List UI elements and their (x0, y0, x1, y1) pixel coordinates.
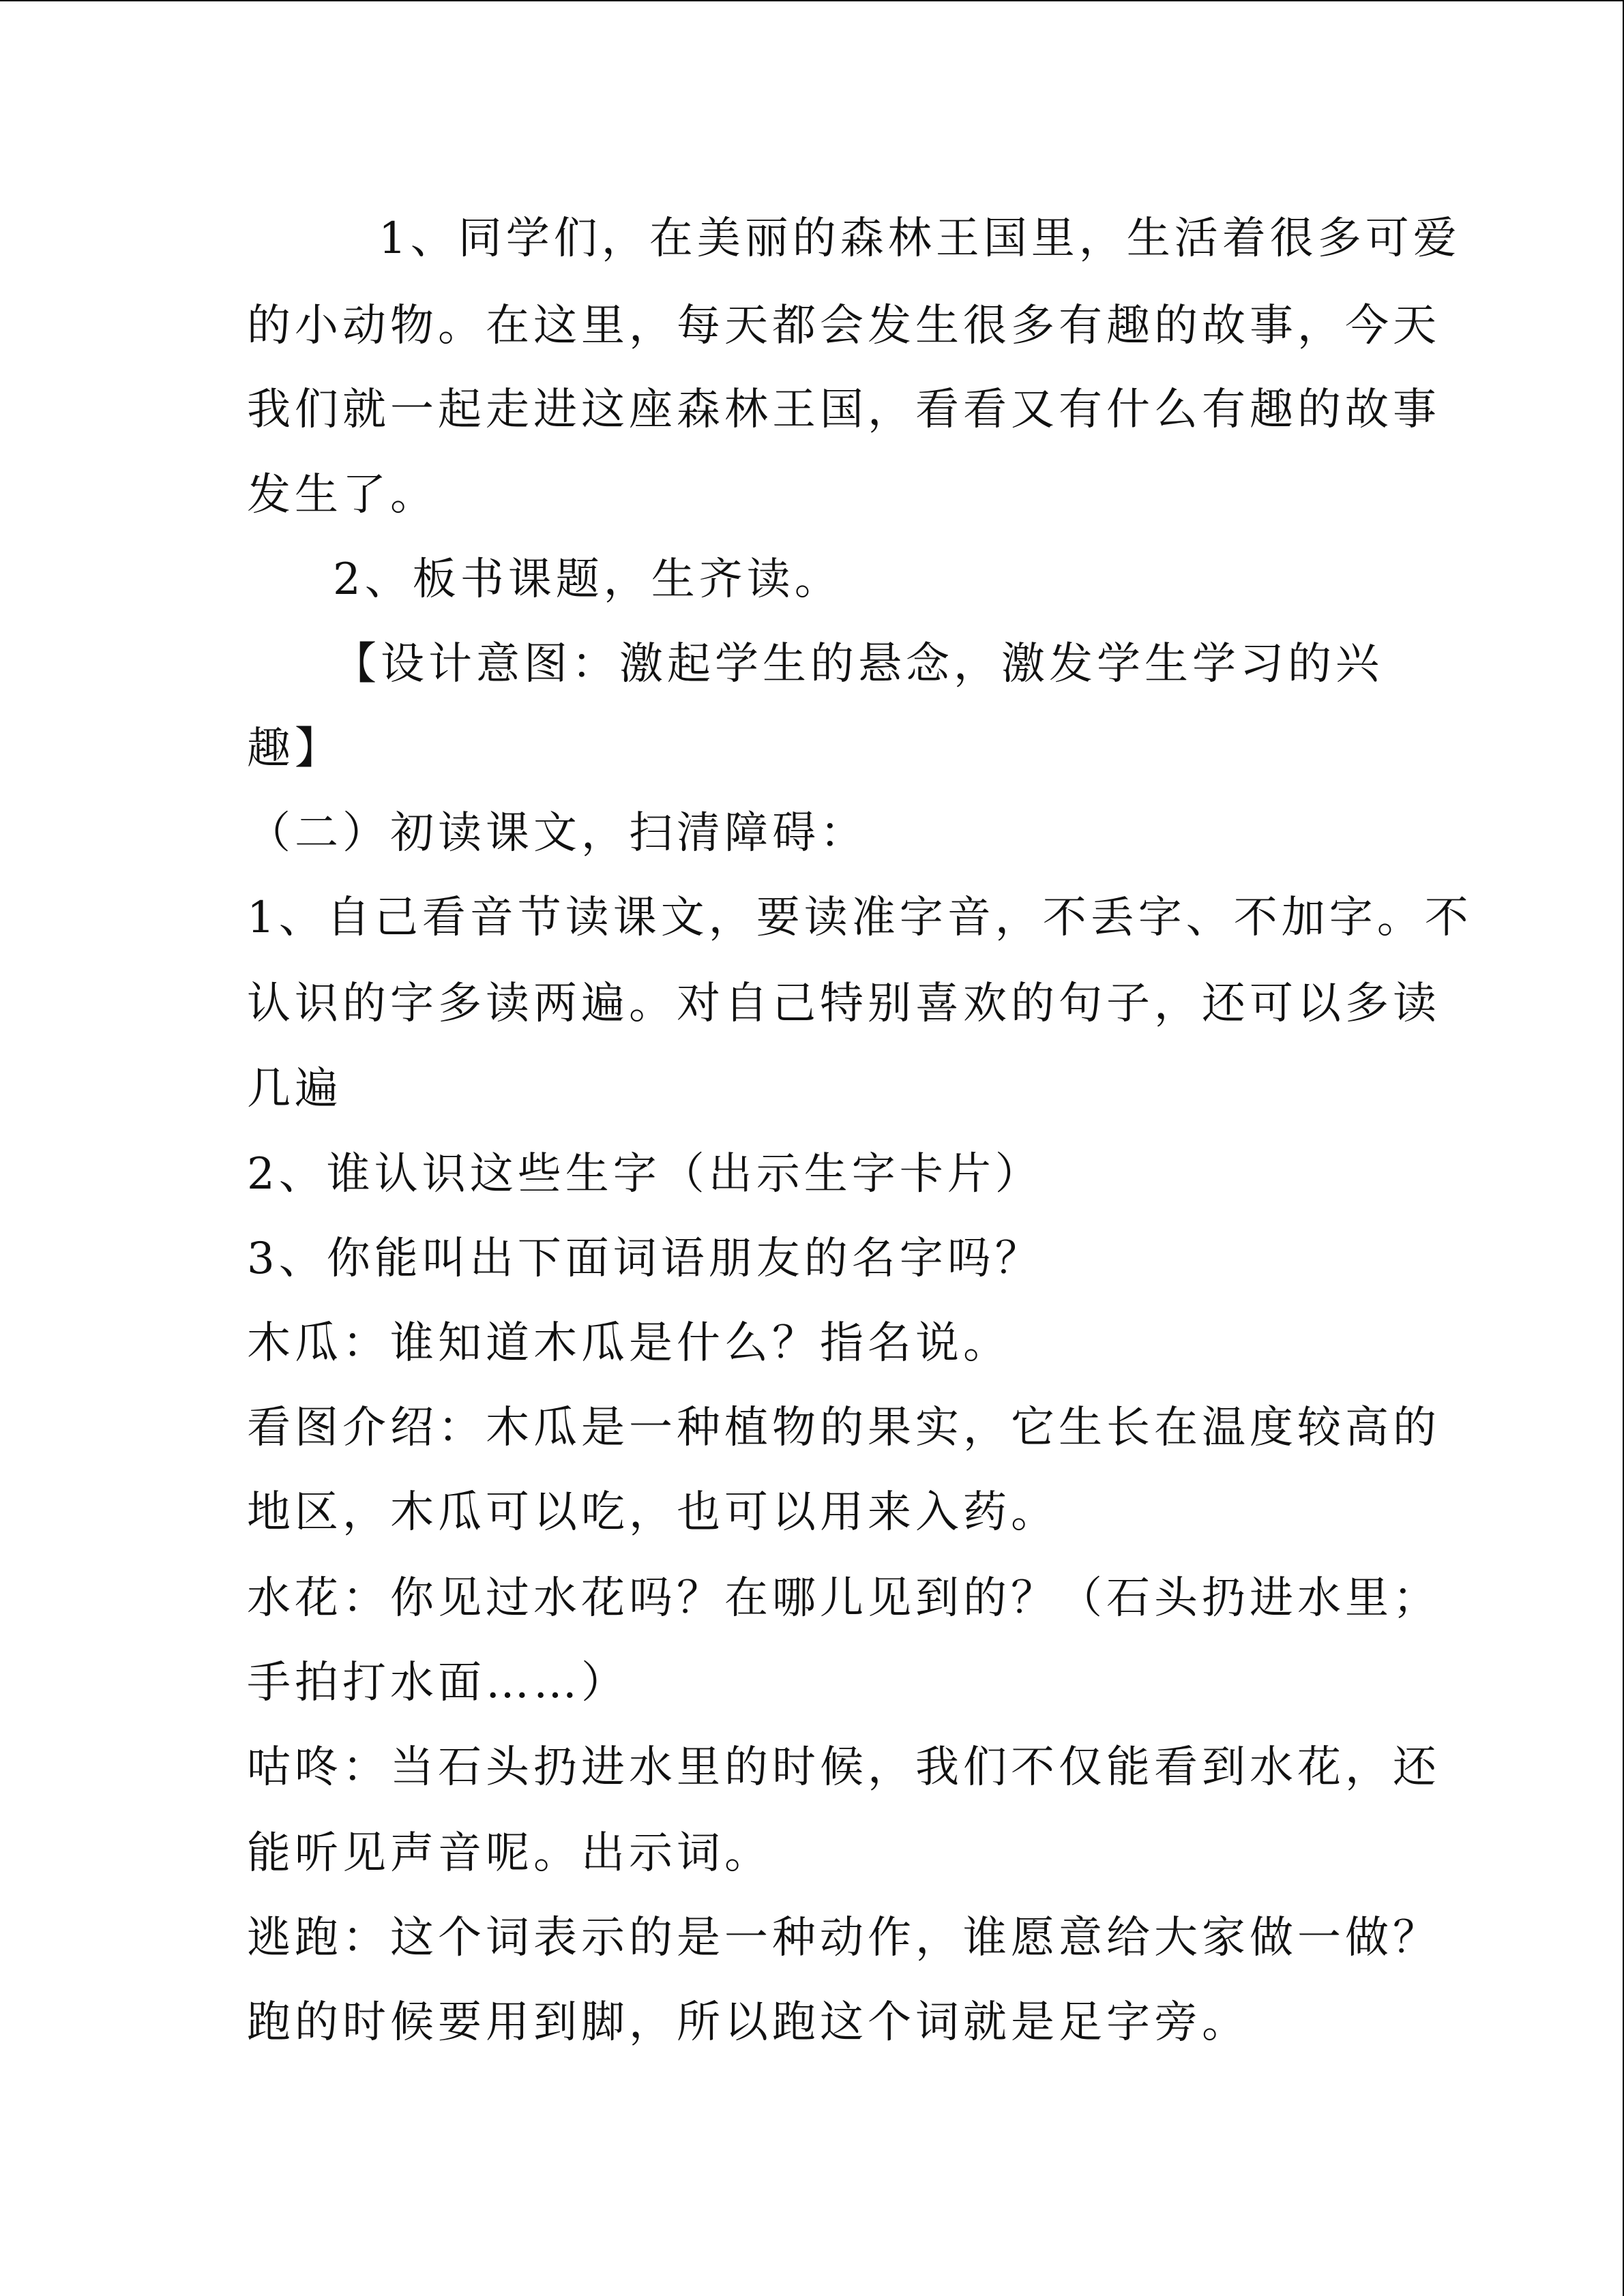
text-line: 2、板书课题，生齐读。 (333, 554, 842, 605)
vocab-entry: 看图介绍：木瓜是一种植物的果实，它生长在温度较高的 (247, 1403, 1441, 1453)
text-line: 认识的字多读两遍。对自己特别喜欢的句子，还可以多读 (247, 979, 1441, 1029)
vocab-entry: 能听见声音呢。出示词。 (247, 1828, 772, 1879)
vocab-entry: 手拍打水面……） (247, 1658, 629, 1708)
text-line: 几遍 (247, 1064, 342, 1114)
vocab-entry: 木瓜：谁知道木瓜是什么？指名说。 (247, 1318, 1011, 1369)
vocab-entry: 地区，木瓜可以吃，也可以用来入药。 (247, 1487, 1059, 1538)
text-line: 的小动物。在这里，每天都会发生很多有趣的故事，今天 (247, 301, 1441, 351)
vocab-entry: 咕咚：当石头扔进水里的时候，我们不仅能看到水花，还 (247, 1742, 1441, 1793)
text-line: 2、谁认识这些生字（出示生字卡片） (247, 1149, 1043, 1199)
text-line: 发生了。 (247, 470, 438, 520)
vocab-entry: 水花：你见过水花吗？在哪儿见到的？（石头扔进水里； (247, 1573, 1441, 1624)
design-intent-note: 趣】 (247, 724, 342, 774)
text-line: 我们就一起走进这座森林王国，看看又有什么有趣的故事 (247, 385, 1441, 435)
design-intent-note: 【设计意图：激起学生的悬念，激发学生学习的兴 (333, 639, 1383, 689)
section-heading: （二）初读课文，扫清障碍： (247, 808, 868, 859)
text-line: 1、同学们，在美丽的森林王国里，生活着很多可爱 (379, 213, 1461, 264)
text-line: 3、你能叫出下面词语朋友的名字吗？ (247, 1234, 1043, 1284)
vocab-entry: 跑的时候要用到脚，所以跑这个词就是足字旁。 (247, 1997, 1250, 2048)
vocab-entry: 逃跑：这个词表示的是一种动作，谁愿意给大家做一做？ (247, 1913, 1441, 1963)
text-line: 1、自己看音节读课文，要读准字音，不丢字、不加字。不 (247, 893, 1473, 943)
